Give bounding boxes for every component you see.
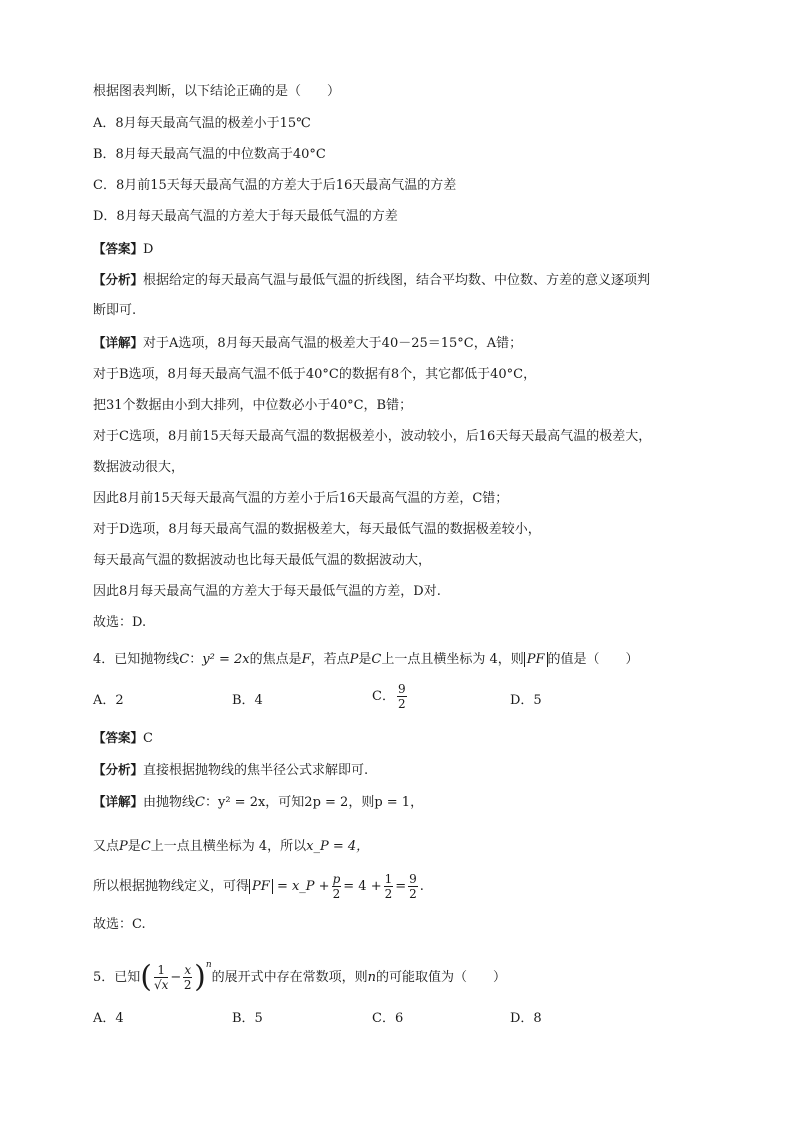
fraction [183,963,192,992]
answer-tag: 【答案】 [93,241,144,256]
point-p: P [349,652,359,667]
q3-option-a: A．8月每天最高气温的极差小于15℃ [93,116,311,131]
detail-text: 又点 [93,839,120,854]
right-paren: ) [194,959,206,995]
fraction-denominator: 2 [183,978,192,992]
fraction-denominator: 2 [384,887,393,901]
detail-text: 上一点且横坐标为 4，所以 [150,839,307,854]
q3-option-d: D．8月每天最高气温的方差大于每天最低气温的方差 [93,209,398,224]
q4-analysis [93,761,368,780]
analysis-text: 根据给定的每天最高气温与最低气温的折线图，结合平均数、中位数、方差的意义逐项判 [143,273,651,288]
q4-option-d: D．5 [510,693,542,708]
q3-answer [93,240,153,259]
detail-tag: 【详解】 [93,335,144,350]
point-p: P [119,839,128,854]
q4-detail-1 [93,793,423,812]
parabola-equation: y² = 2x [202,652,250,667]
q5-stem-part: 的可能取值为（ ） [376,970,507,985]
fraction [154,963,168,992]
analysis-text: 直接根据抛物线的焦半径公式求解即可. [143,763,369,778]
q3-detail-1 [93,334,522,353]
abs-pf: PF [524,652,548,667]
xp-equation: x_P = 4， [306,839,370,854]
q4-stem-part: 上一点且横坐标为 4，则 [381,652,524,667]
fraction [332,872,342,901]
fraction-numerator: 9 [409,872,417,886]
q3-detail-3: 把31个数据由小到大排列，中位数必小于40°C，B错； [93,398,413,413]
q4-option-a: A．2 [93,693,124,708]
curve-c: C [371,652,382,667]
q3-detail-9: 因此8月每天最高气温的方差大于每天最低气温的方差，D对. [93,584,441,599]
minus-sign: − [170,970,182,985]
answer-value: C [143,731,153,746]
q4-stem [93,651,639,669]
analysis-tag: 【分析】 [93,272,144,287]
formula-part: . [419,879,424,894]
q4-stem-part: 的值是（ ） [547,652,639,667]
q3-stem: 根据图表判断，以下结论正确的是（ ） [93,84,341,99]
fraction-numerator: 9 [397,682,406,696]
curve-c: C [179,652,190,667]
q4-option-c [372,682,409,711]
curve-c: C [140,839,151,854]
q3-analysis-cont: 断即可. [93,303,137,318]
formula-part: = 4 + [343,879,382,894]
q4-colon: ： [189,652,203,667]
q4-detail-2 [93,838,369,856]
answer-tag: 【答案】 [93,730,144,745]
q5-stem-part: 5．已知 [93,970,141,985]
focus-f: F [301,652,311,667]
q5-option-d: D．8 [510,1011,542,1026]
q3-option-b: B．8月每天最高气温的中位数高于40°C [93,147,326,162]
variable-n: n [367,970,377,985]
fraction-numerator: 1 [154,963,168,978]
fraction [397,682,407,711]
fraction-denominator: √x [154,978,169,992]
fraction-denominator: 2 [397,697,406,711]
q5-stem [93,956,506,993]
q3-conclusion: 故选：D. [93,615,147,630]
curve-c: C [195,795,205,810]
q3-analysis [93,271,650,290]
left-paren: ( [140,959,152,995]
q3-detail-7: 对于D选项，8月每天最高气温的数据极差大，每天最低气温的数据极差较小， [93,522,541,537]
q4-detail-3 [93,872,424,901]
detail-text: 是 [127,839,141,854]
q4-stem-part: 是 [358,652,372,667]
q3-detail-5: 数据波动很大， [93,460,185,475]
q4-option-c-label: C． [372,689,395,704]
q5-stem-part: 的展开式中存在常数项，则 [211,970,368,985]
formula-part: = [395,879,407,894]
fraction-denominator: 2 [409,887,417,901]
detail-text: 对于A选项，8月每天最高气温的极差大于40－25＝15°C，A错； [143,336,523,351]
q5-option-c: C．6 [372,1011,404,1026]
fraction-denominator: 2 [332,887,341,901]
q3-detail-4: 对于C选项，8月前15天每天最高气温的数据极差小，波动较小，后16天每天最高气温的极差大， [93,429,652,444]
abs-pf: PF [249,879,273,894]
q3-option-c: C．8月前15天每天最高气温的方差大于后16天最高气温的方差 [93,178,457,193]
q4-stem-part: 4．已知抛物线 [93,652,180,667]
q5-option-a: A．4 [93,1011,124,1026]
q3-detail-8: 每天最高气温的数据波动也比每天最低气温的数据波动大， [93,553,432,568]
formula-part: = x_P + [276,879,330,894]
detail-text: ：y² = 2x，可知2p = 2，则p = 1， [204,795,424,810]
q5-option-b: B．5 [232,1011,263,1026]
fraction-numerator: p [332,872,341,886]
q4-option-b: B．4 [232,693,263,708]
fraction [384,872,394,901]
exponent: n [205,960,212,970]
detail-tag: 【详解】 [93,794,144,809]
q4-stem-part: ，若点 [310,652,350,667]
detail-text: 由抛物线 [143,795,196,810]
answer-value: D [143,242,154,257]
q3-detail-2: 对于B选项，8月每天最高气温不低于40°C的数据有8个，其它都低于40°C， [93,367,537,382]
detail-text: 所以根据抛物线定义，可得 [93,879,250,894]
q4-answer [93,729,153,748]
fraction-numerator: x [184,963,192,977]
q4-stem-part: 的焦点是 [249,652,302,667]
analysis-tag: 【分析】 [93,762,144,777]
q3-detail-6: 因此8月前15天每天最高气温的方差小于后16天最高气温的方差，C错； [93,491,509,506]
q4-conclusion: 故选：C. [93,917,146,932]
fraction [408,872,418,901]
fraction-numerator: 1 [384,872,393,886]
